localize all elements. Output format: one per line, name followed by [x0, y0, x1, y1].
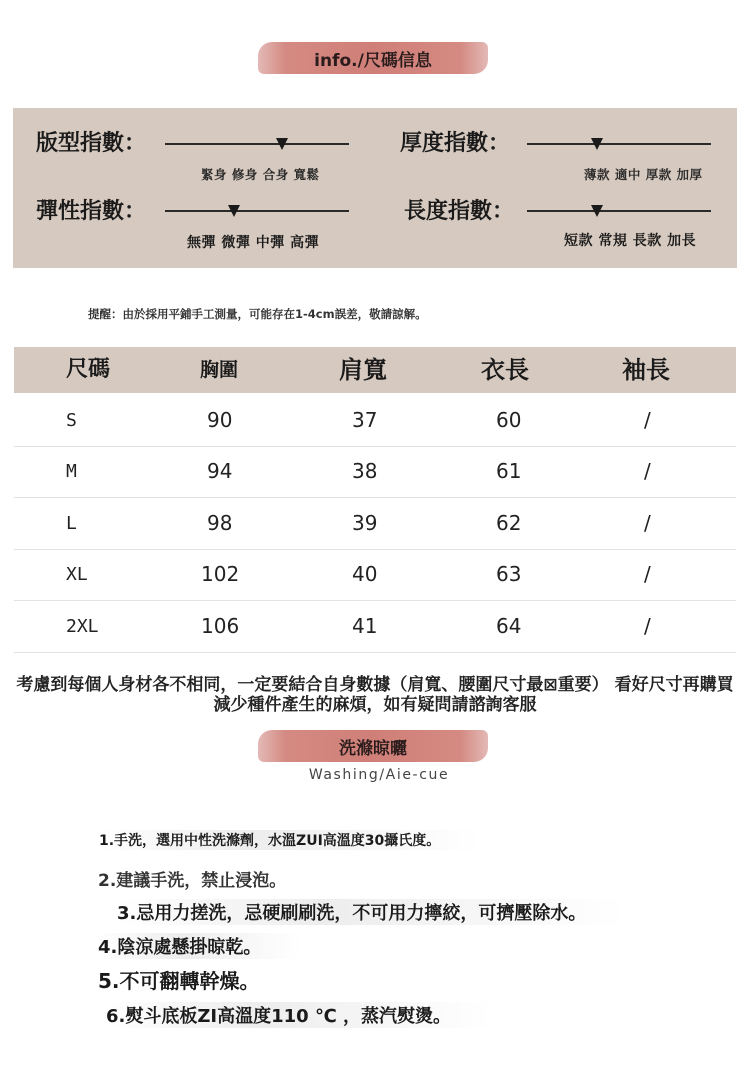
washing-banner-title: 洗滌晾曬 — [339, 738, 407, 759]
cell-size: S — [66, 410, 77, 431]
length-index-label: 長度指數： — [404, 199, 515, 224]
cell-length: 62 — [496, 511, 522, 535]
care-item: 2.建議手洗，禁止浸泡。 — [98, 871, 287, 891]
info-banner-title: info./尺碼信息 — [314, 50, 432, 71]
header-sleeve: 袖長 — [622, 356, 670, 384]
elasticity-index-label: 彈性指數： — [36, 199, 147, 224]
measurement-note: 提醒：由於採用平鋪手工測量，可能存在1-4cm誤差，敬請諒解。 — [88, 307, 427, 321]
washing-subtitle: Washing/Aie-cue — [308, 767, 450, 783]
care-item: 6.熨斗底板ZI高溫度110 ℃ ，蒸汽熨燙。 — [106, 1002, 491, 1028]
elasticity-index-scale: 無彈 微彈 中彈 高彈 — [187, 235, 320, 251]
care-item: 1.手洗，選用中性洗滌劑，水溫ZUI高溫度30攝氏度。 — [99, 830, 480, 850]
cell-chest: 98 — [207, 511, 233, 535]
cell-length: 64 — [496, 614, 522, 638]
elasticity-index-line — [165, 210, 349, 212]
table-row — [14, 601, 736, 653]
cell-chest: 102 — [201, 562, 240, 586]
care-item: 4.陰涼處懸掛晾乾。 — [98, 933, 301, 959]
cell-shoulder: 39 — [352, 511, 378, 535]
cell-chest: 90 — [207, 408, 233, 432]
fit-index-marker — [276, 138, 288, 150]
table-row — [14, 549, 736, 601]
cell-size: L — [66, 513, 77, 534]
thickness-index-line — [527, 143, 711, 145]
table-row — [14, 498, 736, 550]
elasticity-index-marker — [228, 205, 240, 217]
thickness-index-marker — [591, 138, 603, 150]
cell-shoulder: 37 — [352, 408, 378, 432]
cell-size: M — [66, 461, 77, 482]
care-item: 5.不可翻轉幹燥。 — [98, 969, 260, 993]
info-banner — [258, 42, 488, 74]
header-length: 衣長 — [481, 356, 529, 384]
thickness-index-label: 厚度指數： — [400, 131, 511, 156]
cell-chest: 94 — [207, 459, 233, 483]
cell-sleeve: / — [644, 459, 651, 483]
cell-sleeve: / — [644, 408, 651, 432]
care-item: 3.忌用力搓洗，忌硬刷刷洗，不可用力擰絞，可擠壓除水。 — [117, 899, 626, 925]
cell-shoulder: 38 — [352, 459, 378, 483]
cell-shoulder: 40 — [352, 562, 378, 586]
cell-sleeve: / — [644, 562, 651, 586]
header-chest: 胸圍 — [200, 359, 239, 381]
length-index-marker — [591, 205, 603, 217]
cell-length: 61 — [496, 459, 522, 483]
cell-chest: 106 — [201, 614, 240, 638]
sizing-advice: 考慮到每個人身材各不相同，一定要結合自身數據（肩寬、腰圍尺寸最⊠重要） 看好尺寸再購買減少種件產生的麻煩，如有疑問請諮詢客服 — [16, 675, 734, 715]
thickness-index-scale: 薄款 適中 厚款 加厚 — [584, 167, 703, 182]
cell-size: 2XL — [66, 616, 99, 637]
cell-size: XL — [66, 564, 88, 585]
washing-banner — [258, 730, 488, 762]
length-index-scale: 短款 常規 長款 加長 — [564, 233, 697, 249]
cell-sleeve: / — [644, 614, 651, 638]
fit-index-panel — [13, 108, 737, 268]
table-row — [14, 395, 736, 447]
cell-length: 63 — [496, 562, 522, 586]
size-table-header — [14, 347, 736, 393]
cell-length: 60 — [496, 408, 522, 432]
header-size: 尺碼 — [66, 357, 111, 382]
table-row — [14, 446, 736, 498]
fit-index-scale: 緊身 修身 合身 寬鬆 — [201, 167, 320, 182]
cell-sleeve: / — [644, 511, 651, 535]
header-shoulder: 肩寬 — [339, 356, 387, 384]
length-index-line — [527, 210, 711, 212]
fit-index-label: 版型指數： — [36, 131, 147, 156]
cell-shoulder: 41 — [352, 614, 378, 638]
fit-index-line — [165, 143, 349, 145]
